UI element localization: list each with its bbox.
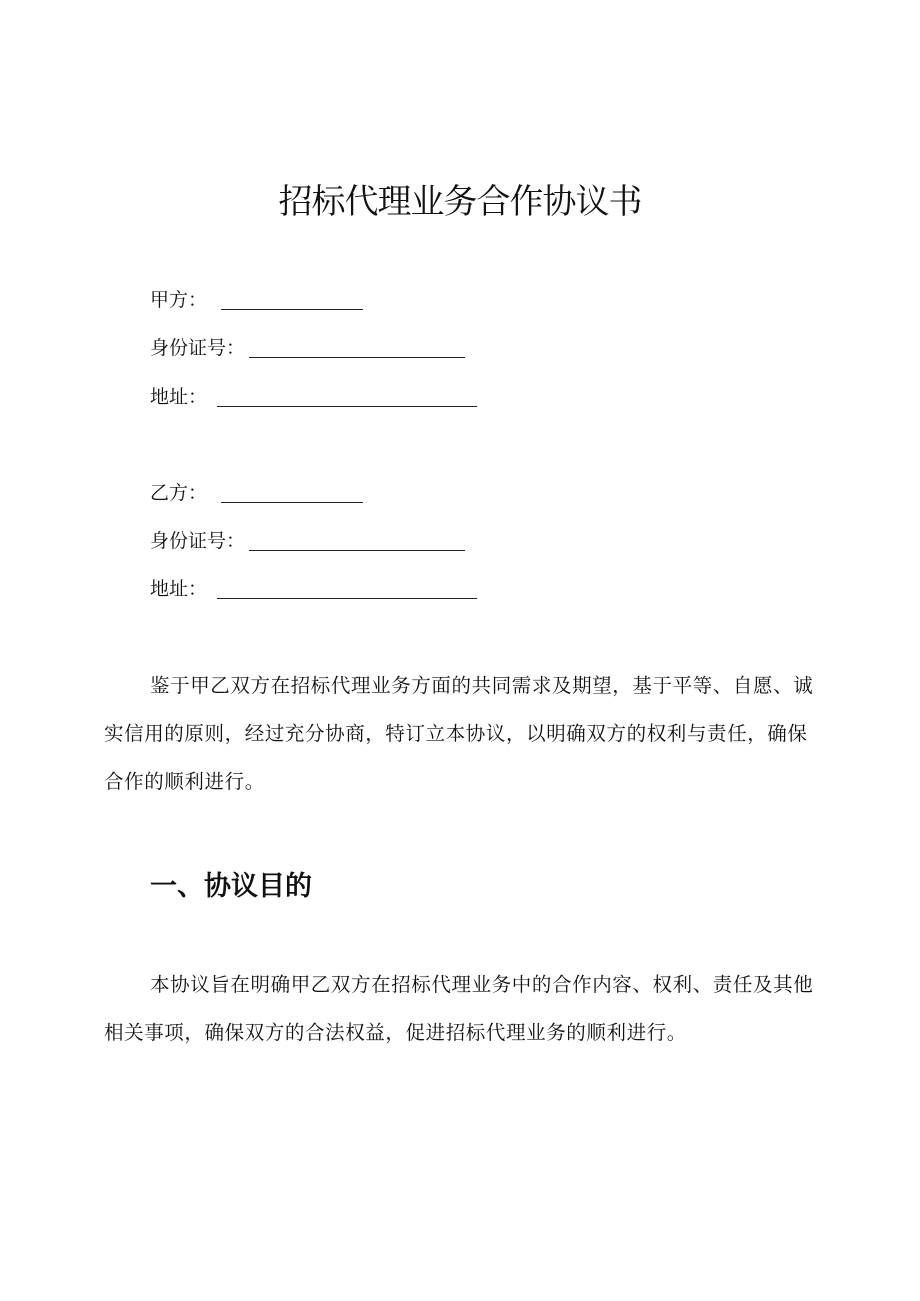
party-a-id-label: 身份证号： [150,337,246,359]
party-a-name-label: 甲方： [150,289,208,311]
party-a-address-blank[interactable] [217,388,477,407]
party-b-id-blank[interactable] [249,532,465,551]
party-b-name-label: 乙方： [150,482,208,504]
section-1-body: 本协议旨在明确甲乙双方在招标代理业务中的合作内容、权利、责任及其他相关事项，确保双方的合法权益，促进招标代理业务的顺利进行。 [104,973,814,1044]
document-title: 招标代理业务合作协议书 [278,182,642,222]
intro-paragraph: 鉴于甲乙双方在招标代理业务方面的共同需求及期望，基于平等、自愿、诚实信用的原则，经过充分协商，特订立本协议，以明确双方的权利与责任，确保合作的顺利进行。 [104,674,814,793]
party-b-id-label: 身份证号： [150,530,246,552]
party-a-address-field [150,383,477,411]
party-b-id-field [150,527,465,555]
party-b-address-blank[interactable] [217,580,477,599]
party-a-address-label: 地址： [150,386,208,408]
party-a-name-field [150,286,363,314]
party-a-id-field [150,334,465,362]
section-1-heading: 一、协议目的 [150,871,312,902]
party-b-name-blank[interactable] [221,484,363,503]
party-a-name-blank[interactable] [221,291,363,310]
party-b-name-field [150,479,363,507]
party-b-address-field [150,575,477,603]
party-b-address-label: 地址： [150,578,208,600]
party-a-id-blank[interactable] [249,339,465,358]
